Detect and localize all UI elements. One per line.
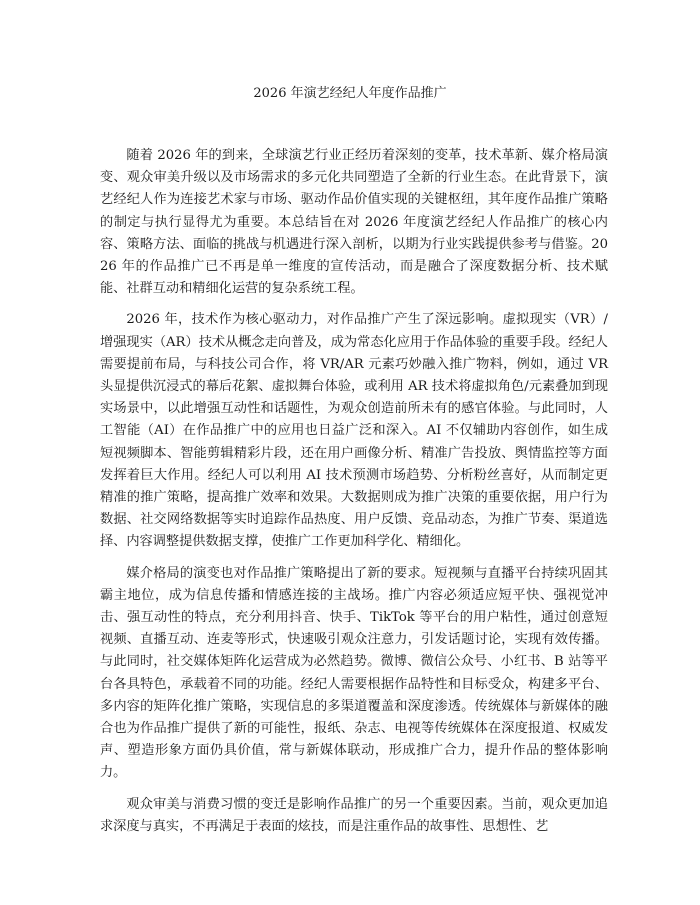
document-body — [100, 145, 608, 847]
paragraph-intro: 随着 2026 年的到来，全球演艺行业正经历着深刻的变革，技术革新、媒介格局演变、观众审美升级以及市场需求的多元化共同塑造了全新的行业生态。在此背景下，演艺经纪人作为连接艺术家与市场、驱动作品价值实现的关键枢纽，其年度作品推广策略的制定与执行显得尤为重要。本总结旨在对 2026 年度演艺经纪人作品推广的核心内容、策略方法、面临的挑战与机遇进行深入剖析，以期为行业实践提供参考与借鉴。2026 年的作品推广已不再是单一维度的宣传活动，而是融合了深度数据分析、技术赋能、社群互动和精细化运营的复杂系统工程。 — [100, 148, 608, 297]
paragraph-audience: 观众审美与消费习惯的变迁是影响作品推广的另一个重要因素。当前，观众更加追求深度与真实，不再满足于表面的炫技，而是注重作品的故事性、思想性、艺 — [100, 796, 608, 834]
paragraph-media: 媒介格局的演变也对作品推广策略提出了新的要求。短视频与直播平台持续巩固其霸主地位，成为信息传播和情感连接的主战场。推广内容必须适应短平快、强视觉冲击、强互动性的特点，充分利用抖音、快手、TikTok 等平台的用户粘性，通过创意短视频、直播互动、连麦等形式，快速吸引观众注意力，引发话题讨论，实现有效传播。与此同时，社交媒体矩阵化运营成为必然趋势。微博、微信公众号、小红书、B 站等平台各具特色，承载着不同的功能。经纪人需要根据作品特性和目标受众，构建多平台、多内容的矩阵化推广策略，实现信息的多渠道覆盖和深度渗透。传统媒体与新媒体的融合也为作品推广提供了新的可能性，报纸、杂志、电视等传统媒体在深度报道、权威发声、塑造形象方面仍具价值，常与新媒体联动，形成推广合力，提升作品的整体影响力。 — [100, 565, 608, 781]
paragraph-technology: 2026 年，技术作为核心驱动力，对作品推广产生了深远影响。虚拟现实（VR）/增强现实（AR）技术从概念走向普及，成为常态化应用于作品体验的重要手段。经纪人需要提前布局，与科技公司合作，将 VR/AR 元素巧妙融入推广物料，例如，通过 VR 头显提供沉浸式的幕后花絮、虚拟舞台体验，或利用 AR 技术将虚拟角色/元素叠加到现实场景中，以此增强互动性和话题性，为观众创造前所未有的感官体验。与此同时，人工智能（AI）在作品推广中的应用也日益广泛和深入。AI 不仅辅助内容创作，如生成短视频脚本、智能剪辑精彩片段，还在用户画像分析、精准广告投放、舆情监控等方面发挥着巨大作用。经纪人可以利用 AI 技术预测市场趋势、分析粉丝喜好，从而制定更精准的推广策略，提高推广效率和效果。大数据则成为推广决策的重要依据，用户行为数据、社交网络数据等实时追踪作品热度、用户反馈、竞品动态，为推广节奏、渠道选择、内容调整提供数据支撑，使推广工作更加科学化、精细化。 — [100, 312, 608, 550]
document-title: 2026 年演艺经纪人年度作品推广 — [253, 86, 447, 101]
